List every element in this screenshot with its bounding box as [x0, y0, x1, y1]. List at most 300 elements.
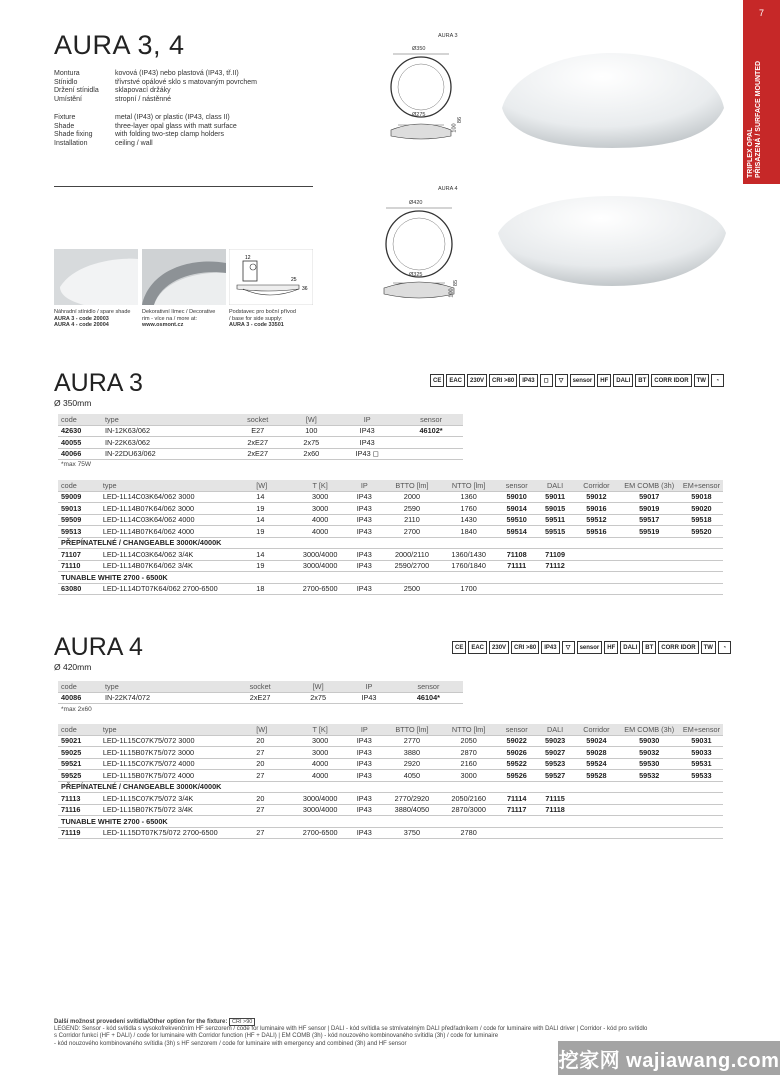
cell: 59517 [619, 514, 680, 526]
cell: 71107 [58, 549, 100, 561]
cell: 2870/3000 [440, 804, 498, 816]
cell: 2590 [384, 503, 440, 515]
watermark [558, 1041, 780, 1075]
aura3-note: *max 75W [61, 461, 91, 468]
aura4-base-table [58, 681, 463, 704]
table-row [58, 735, 723, 747]
cell: 71109 [536, 549, 574, 561]
corridor-icon: CORR IDOR [658, 641, 698, 654]
cell: 59518 [680, 514, 723, 526]
spec-value: with folding two-step clamp holders [115, 131, 224, 139]
cell: 59019 [619, 503, 680, 515]
cell: 1430 [440, 514, 498, 526]
cell: 2050 [440, 735, 498, 747]
aura3-changeable-rows [58, 549, 723, 572]
col-code: code [58, 724, 100, 735]
cell: 2000/2110 [384, 549, 440, 561]
watermark-text: 挖家网 wajiawang.com [558, 1049, 780, 1072]
table-row [58, 448, 463, 460]
cell: 71111 [497, 560, 536, 572]
cell [574, 793, 618, 805]
table-row [58, 758, 723, 770]
cell: IP43 [345, 770, 384, 782]
cell: LED-1L15DT07K75/072 2700-6500 [100, 827, 253, 839]
cell: 3750 [384, 827, 440, 839]
cell: 59521 [58, 758, 100, 770]
voltage-icon: 230V [489, 641, 509, 654]
decorative-rim-image [142, 249, 226, 305]
table-row [58, 491, 723, 503]
cell: 59030 [619, 735, 680, 747]
aura4-dim-height2: 85 [453, 279, 460, 287]
page-title: AURA 3, 4 [54, 30, 185, 60]
col-ip: IP [345, 480, 384, 491]
table-row [58, 747, 723, 759]
col-btto: BTTO [lm] [384, 724, 440, 735]
cell: 71108 [497, 549, 536, 561]
col-em-comb: EM COMB (3h) [619, 724, 680, 735]
table-row [58, 793, 723, 805]
cell [680, 549, 723, 561]
spec-label: Stínidlo [54, 78, 78, 86]
cell: LED-1L14B07K64/062 4000 [100, 526, 253, 538]
cell: 59025 [58, 747, 100, 759]
cell: 59012 [574, 491, 618, 503]
cell: 59523 [536, 758, 574, 770]
cell: IN-22K74/072 [102, 692, 228, 704]
aura4-product-image [492, 188, 732, 298]
cell: 59023 [536, 735, 574, 747]
cell: IP43 ◻ [335, 448, 399, 460]
table-row [58, 692, 463, 704]
page-number: 7 [758, 8, 764, 18]
cell: 2770/2920 [384, 793, 440, 805]
aura3-product-image [492, 38, 732, 153]
dimmable-icon: ◔ [711, 374, 724, 387]
cell: 59032 [619, 747, 680, 759]
dim-c: 36 [302, 286, 308, 292]
table-row [58, 560, 723, 572]
col-code: code [58, 414, 102, 425]
caption-line: AURA 4 - code 20004 [54, 322, 109, 328]
cell: 59026 [497, 747, 536, 759]
ce-mark-icon: CE [452, 641, 466, 654]
cell: 3000/4000 [296, 793, 345, 805]
cell: LED-1L14DT07K64/062 2700-6500 [100, 583, 253, 595]
col-dali: DALI [536, 480, 574, 491]
cell: 100 [287, 425, 335, 437]
ip-rating-icon: IP43 [541, 641, 559, 654]
caption-line: AURA 3 - code 20003 [54, 315, 109, 322]
aura3-led-table [58, 480, 723, 595]
table-row [58, 503, 723, 515]
cell: LED-1L14B07K64/062 3000 [100, 503, 253, 515]
dali-icon: DALI [613, 374, 633, 387]
group-label: PŘEPÍNATELNÉ / CHANGEABLE 3000K/4000K [58, 781, 723, 793]
cell: 1760/1840 [440, 560, 498, 572]
cell: 59028 [574, 747, 618, 759]
aura4-drawing-label: AURA 4 [438, 186, 458, 192]
cell [680, 793, 723, 805]
col-ntto: NTTO [lm] [440, 480, 498, 491]
cell: 71112 [536, 560, 574, 572]
cell: 71115 [536, 793, 574, 805]
cell [619, 827, 680, 839]
eac-mark-icon: EAC [446, 374, 465, 387]
cell: LED-1L15B07K75/072 3/4K [100, 804, 253, 816]
ce-mark-icon: CE [430, 374, 444, 387]
table-header [58, 724, 723, 735]
cell: 59516 [574, 526, 618, 538]
table-row [58, 770, 723, 782]
col-type: type [102, 681, 228, 692]
cell [574, 583, 618, 595]
col-ip: IP [335, 414, 399, 425]
cell: 59021 [58, 735, 100, 747]
bluetooth-icon: BT [635, 374, 649, 387]
col-corridor: Corridor [574, 724, 618, 735]
cell [497, 583, 536, 595]
cell: 42630 [58, 425, 102, 437]
aura4-tunable-rows [58, 827, 723, 839]
cell: 59024 [574, 735, 618, 747]
aura3-dim-height2: 86 [457, 116, 464, 124]
table-header [58, 681, 463, 692]
cell: 59524 [574, 758, 618, 770]
accessory-caption-rim [142, 309, 228, 329]
cell: 3000 [296, 747, 345, 759]
col-em-sensor: EM+sensor [680, 724, 723, 735]
cell: 4050 [384, 770, 440, 782]
cell: 14 [253, 491, 295, 503]
cell [399, 437, 463, 449]
col-btto: BTTO [lm] [384, 480, 440, 491]
caption-line: rim - více na / more at: [142, 315, 198, 322]
cell: 59519 [619, 526, 680, 538]
cell: 40055 [58, 437, 102, 449]
side-tab-line2: PŘISAZENÁ / SURFACE MOUNTED [755, 60, 762, 178]
cell: 71119 [58, 827, 100, 839]
cell: 2x75 [292, 692, 344, 704]
cell: IP43 [335, 425, 399, 437]
spec-label: Umístění [54, 95, 83, 103]
cell: 2x60 [287, 448, 335, 460]
cell: 1360 [440, 491, 498, 503]
cell: 59510 [497, 514, 536, 526]
table-row [58, 804, 723, 816]
cell: 2xE27 [228, 692, 292, 704]
cell: 3880 [384, 747, 440, 759]
cell: 4000 [296, 770, 345, 782]
aura3-dim-outer: Ø350 [412, 46, 426, 52]
col-dali: DALI [536, 724, 574, 735]
cell: LED-1L14C03K64/062 3/4K [100, 549, 253, 561]
aura3-tunable-rows [58, 583, 723, 595]
dali-icon: DALI [620, 641, 640, 654]
group-label: TUNABLE WHITE 2700 - 6500K [58, 572, 723, 584]
aura4-dim-inner: Ø325 [409, 272, 423, 278]
spec-value: třívrstvé opálové sklo s matovaným povrchem [115, 78, 257, 86]
cell: IN-22DU63/062 [102, 448, 228, 460]
col-ip: IP [345, 724, 384, 735]
cell: 59018 [680, 491, 723, 503]
cell: 59512 [574, 514, 618, 526]
cell: 59511 [536, 514, 574, 526]
aura3-title: AURA 3 [54, 369, 143, 397]
cell: 2x75 [287, 437, 335, 449]
cell: 59015 [536, 503, 574, 515]
cell: 19 [253, 560, 295, 572]
aura4-led-table [58, 724, 723, 839]
cell: 59509 [58, 514, 100, 526]
cell: 59010 [497, 491, 536, 503]
cell: 59020 [680, 503, 723, 515]
spec-value: ceiling / wall [115, 139, 153, 147]
spec-label: Montura [54, 70, 80, 77]
cell [680, 804, 723, 816]
cell: 59016 [574, 503, 618, 515]
hf-sensor-icon: HF [604, 641, 618, 654]
aura3-badges [430, 374, 724, 387]
cell: 4000 [296, 758, 345, 770]
cell: 3000/4000 [296, 549, 345, 561]
cell: 59533 [680, 770, 723, 782]
cell [536, 827, 574, 839]
cell: 2780 [440, 827, 498, 839]
cell: 3000 [296, 503, 345, 515]
cell: 1840 [440, 526, 498, 538]
col-sensor: sensor [497, 724, 536, 735]
col-socket: socket [228, 681, 292, 692]
cell: 2050/2160 [440, 793, 498, 805]
accessory-caption-base [229, 309, 315, 329]
cell: 59526 [497, 770, 536, 782]
cell: IP43 [345, 804, 384, 816]
cell [574, 560, 618, 572]
divider [54, 186, 313, 187]
cell: LED-1L14C03K64/062 3000 [100, 491, 253, 503]
group-label: PŘEPÍNATELNÉ / CHANGEABLE 3000K/4000K [58, 537, 723, 549]
cell: 2700-6500 [296, 827, 345, 839]
cell: IP43 [335, 437, 399, 449]
cell: 59522 [497, 758, 536, 770]
cell: 19 [253, 526, 295, 538]
corridor-icon: CORR IDOR [651, 374, 691, 387]
col-watt: [W] [287, 414, 335, 425]
specs-cz [54, 70, 314, 104]
cell: 59013 [58, 503, 100, 515]
cri90-badge-icon: CRI >90 [229, 1018, 255, 1026]
aura4-changeable-rows [58, 793, 723, 816]
table-row [58, 583, 723, 595]
cell: IP43 [345, 735, 384, 747]
col-em-sensor: EM+sensor [680, 480, 723, 491]
cell [536, 583, 574, 595]
aura3-led-rows [58, 491, 723, 537]
spec-label: Shade [54, 122, 75, 130]
cell: IP43 [345, 549, 384, 561]
cell: 59022 [497, 735, 536, 747]
cri-icon: CRI >80 [511, 641, 539, 654]
cell: 40066 [58, 448, 102, 460]
spec-value: kovová (IP43) nebo plastová (IP43, tř.II) [115, 70, 239, 77]
eac-mark-icon: EAC [468, 641, 487, 654]
hf-sensor-icon: HF [597, 374, 611, 387]
cell: 46102* [399, 425, 463, 437]
aura3-drawing-label: AURA 3 [438, 33, 458, 39]
cell: 2160 [440, 758, 498, 770]
aura3-diameter: Ø 350mm [54, 398, 92, 408]
cell: 2xE27 [228, 437, 287, 449]
footer-legend-line: LEGEND: Sensor - kód svítidla s vysokofrekvenčním HF senzorem / code for luminaire with HF sensor | DALI - kód svítidla se stmívatelným DALI předřadníkem / code for luminaire with DALI driver | Corridor - kód pro svítidlo [54, 1026, 648, 1033]
aura4-note: *max 2x60 [61, 706, 92, 713]
cell: 59531 [680, 758, 723, 770]
cell [399, 448, 463, 460]
cell: 59031 [680, 735, 723, 747]
cell: 3880/4050 [384, 804, 440, 816]
cell: 3000 [440, 770, 498, 782]
caption-line: Náhradní stínidlo / spare shade [54, 309, 131, 315]
table-row [58, 514, 723, 526]
cell: IP43 [345, 491, 384, 503]
cell [574, 804, 618, 816]
cell: 4000 [296, 526, 345, 538]
col-em-comb: EM COMB (3h) [619, 480, 680, 491]
cell: LED-1L15B07K75/072 4000 [100, 770, 253, 782]
emergency-exit-icon: sensor [577, 641, 603, 654]
side-supply-base-drawing [229, 249, 313, 305]
accessory-caption-shade [54, 309, 140, 329]
cell: IP43 [345, 793, 384, 805]
cell: 71118 [536, 804, 574, 816]
cell: 59532 [619, 770, 680, 782]
cell: 71114 [497, 793, 536, 805]
cell: 2870 [440, 747, 498, 759]
col-watt: [W] [292, 681, 344, 692]
cell: 63080 [58, 583, 100, 595]
footer-option-text: Další možnost provedení svítidla/Other option for the fixture: [54, 1019, 228, 1025]
table-row [58, 827, 723, 839]
cell: IN-12K63/062 [102, 425, 228, 437]
cell: 19 [253, 503, 295, 515]
spec-label: Shade fixing [54, 131, 93, 139]
cell: 14 [253, 514, 295, 526]
caption-line: Podstavec pro boční přívod [229, 309, 296, 315]
cell [680, 583, 723, 595]
footer-legend-line: - kód nouzového kombinovaného svítidla (3h) s HF senzorem / code for luminaire with emergency and combined (3h) and HF sensor [54, 1040, 407, 1047]
cell: 2xE27 [228, 448, 287, 460]
cell: 3000 [296, 735, 345, 747]
cell: 59527 [536, 770, 574, 782]
cell [574, 549, 618, 561]
aura4-title: AURA 4 [54, 633, 143, 661]
cell [497, 827, 536, 839]
cell: 27 [253, 827, 295, 839]
bluetooth-icon: BT [642, 641, 656, 654]
col-type: type [100, 724, 253, 735]
spec-value: stropní / nástěnné [115, 95, 172, 103]
cell: IP43 [345, 514, 384, 526]
voltage-icon: 230V [467, 374, 487, 387]
group-row [58, 572, 723, 584]
cell [619, 793, 680, 805]
cell: 2700 [384, 526, 440, 538]
cell: 27 [253, 770, 295, 782]
cell: 59515 [536, 526, 574, 538]
cell: 59017 [619, 491, 680, 503]
spec-label: Držení stínidla [54, 87, 99, 95]
col-watt: [W] [253, 480, 295, 491]
cell: IP43 [345, 583, 384, 595]
col-type: type [102, 414, 228, 425]
aura4-dim-outer: Ø420 [409, 200, 423, 206]
cell: 20 [253, 735, 295, 747]
cell: 2700-6500 [296, 583, 345, 595]
cell: 71116 [58, 804, 100, 816]
cell: IP43 [345, 560, 384, 572]
tunable-white-icon: TW [694, 374, 709, 387]
group-label: TUNABLE WHITE 2700 - 6500K [58, 816, 723, 828]
side-tab-text [747, 60, 763, 178]
cell: LED-1L15B07K75/072 3000 [100, 747, 253, 759]
col-ip: IP [344, 681, 394, 692]
cell: 20 [253, 758, 295, 770]
cell: 59033 [680, 747, 723, 759]
class-ii-icon: ◻ [540, 374, 553, 387]
cell: 2000 [384, 491, 440, 503]
col-socket: socket [228, 414, 287, 425]
cell: IP43 [345, 758, 384, 770]
cell: E27 [228, 425, 287, 437]
col-corridor: Corridor [574, 480, 618, 491]
cell: 59027 [536, 747, 574, 759]
aura3-dim-inner: Ø275 [412, 112, 426, 118]
caption-line: Dekorativní límec / Decorative [142, 309, 216, 315]
spec-value: three-layer opal glass with matt surface [115, 122, 237, 130]
col-type: type [100, 480, 253, 491]
cell: LED-1L15C07K75/072 3000 [100, 735, 253, 747]
cell: 59011 [536, 491, 574, 503]
col-temp: T [K] [296, 724, 345, 735]
cell: LED-1L14B07K64/062 3/4K [100, 560, 253, 572]
group-row [58, 781, 723, 793]
cell: 59513 [58, 526, 100, 538]
spec-value: sklapovací držáky [115, 87, 171, 95]
cell: 59009 [58, 491, 100, 503]
col-sensor: sensor [399, 414, 463, 425]
tunable-white-icon: TW [701, 641, 716, 654]
cell [680, 827, 723, 839]
table-row [58, 549, 723, 561]
cell: 4000 [296, 514, 345, 526]
spare-shade-image [54, 249, 138, 305]
col-code: code [58, 681, 102, 692]
aura3-base-table [58, 414, 463, 460]
cell: LED-1L15C07K75/072 3/4K [100, 793, 253, 805]
dim-b: 25 [291, 277, 297, 283]
cell: 2110 [384, 514, 440, 526]
cell: IN-22K63/062 [102, 437, 228, 449]
col-code: code [58, 480, 100, 491]
cri-icon: CRI >80 [489, 374, 517, 387]
cell: 59014 [497, 503, 536, 515]
cell: 59525 [58, 770, 100, 782]
cell [680, 560, 723, 572]
emergency-exit-icon: sensor [570, 374, 596, 387]
spec-value: metal (IP43) or plastic (IP43, class II) [115, 114, 230, 121]
flammable-surface-icon: ▽ [555, 374, 568, 387]
cell: 59514 [497, 526, 536, 538]
